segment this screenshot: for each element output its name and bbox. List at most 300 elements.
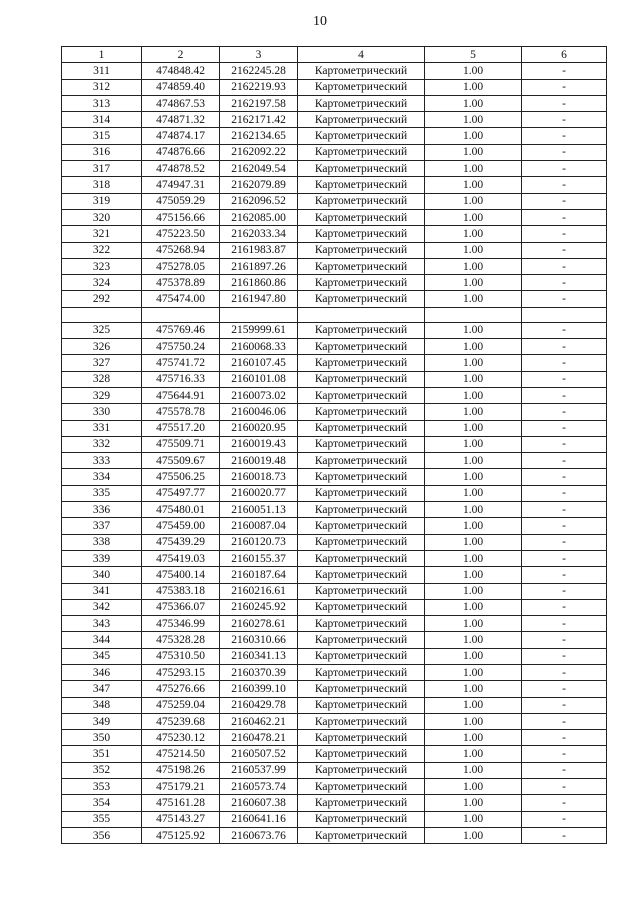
accuracy-cell: 1.00 — [425, 616, 522, 632]
table-row — [62, 518, 607, 534]
note-cell: - — [522, 95, 607, 111]
note-cell: - — [522, 387, 607, 403]
accuracy-cell: 1.00 — [425, 436, 522, 452]
x-coordinate-cell: 475239.68 — [142, 713, 220, 729]
note-cell: - — [522, 209, 607, 225]
table-row — [62, 469, 607, 485]
method-cell: Картометрический — [298, 502, 425, 518]
x-coordinate-cell: 475328.28 — [142, 632, 220, 648]
point-number-cell: 341 — [62, 583, 142, 599]
accuracy-cell: 1.00 — [425, 795, 522, 811]
accuracy-cell: 1.00 — [425, 746, 522, 762]
method-cell: Картометрический — [298, 762, 425, 778]
empty-cell — [298, 307, 425, 322]
accuracy-cell: 1.00 — [425, 453, 522, 469]
method-cell: Картометрический — [298, 664, 425, 680]
accuracy-cell: 1.00 — [425, 697, 522, 713]
coordinates-table — [61, 46, 607, 844]
table-separator — [62, 307, 607, 322]
accuracy-cell: 1.00 — [425, 193, 522, 209]
x-coordinate-cell: 474878.52 — [142, 161, 220, 177]
table-row — [62, 339, 607, 355]
y-coordinate-cell: 2160107.45 — [220, 355, 298, 371]
point-number-cell: 326 — [62, 339, 142, 355]
x-coordinate-cell: 475769.46 — [142, 322, 220, 338]
method-cell: Картометрический — [298, 567, 425, 583]
note-cell: - — [522, 226, 607, 242]
table-row — [62, 258, 607, 274]
note-cell: - — [522, 144, 607, 160]
note-cell: - — [522, 275, 607, 291]
y-coordinate-cell: 2160068.33 — [220, 339, 298, 355]
x-coordinate-cell: 475125.92 — [142, 827, 220, 843]
table-row — [62, 550, 607, 566]
y-coordinate-cell: 2160278.61 — [220, 616, 298, 632]
y-coordinate-cell: 2160429.78 — [220, 697, 298, 713]
y-coordinate-cell: 2160310.66 — [220, 632, 298, 648]
method-cell: Картометрический — [298, 518, 425, 534]
method-cell: Картометрический — [298, 697, 425, 713]
y-coordinate-cell: 2160478.21 — [220, 730, 298, 746]
method-cell: Картометрический — [298, 827, 425, 843]
y-coordinate-cell: 2162049.54 — [220, 161, 298, 177]
x-coordinate-cell: 475474.00 — [142, 291, 220, 307]
point-number-cell: 344 — [62, 632, 142, 648]
accuracy-cell: 1.00 — [425, 599, 522, 615]
method-cell: Картометрический — [298, 681, 425, 697]
table-row — [62, 779, 607, 795]
note-cell: - — [522, 730, 607, 746]
method-cell: Картометрический — [298, 420, 425, 436]
point-number-cell: 311 — [62, 63, 142, 79]
accuracy-cell: 1.00 — [425, 275, 522, 291]
point-number-cell: 327 — [62, 355, 142, 371]
x-coordinate-cell: 475517.20 — [142, 420, 220, 436]
method-cell: Картометрический — [298, 648, 425, 664]
x-coordinate-cell: 474867.53 — [142, 95, 220, 111]
point-number-cell: 349 — [62, 713, 142, 729]
x-coordinate-cell: 475346.99 — [142, 616, 220, 632]
table-body-part1 — [62, 63, 607, 307]
accuracy-cell: 1.00 — [425, 827, 522, 843]
y-coordinate-cell: 2160245.92 — [220, 599, 298, 615]
point-number-cell: 318 — [62, 177, 142, 193]
y-coordinate-cell: 2162134.65 — [220, 128, 298, 144]
accuracy-cell: 1.00 — [425, 95, 522, 111]
empty-cell — [425, 307, 522, 322]
table-row — [62, 128, 607, 144]
x-coordinate-cell: 475310.50 — [142, 648, 220, 664]
method-cell: Картометрический — [298, 616, 425, 632]
x-coordinate-cell: 475750.24 — [142, 339, 220, 355]
y-coordinate-cell: 2160370.39 — [220, 664, 298, 680]
accuracy-cell: 1.00 — [425, 730, 522, 746]
y-coordinate-cell: 2162092.22 — [220, 144, 298, 160]
accuracy-cell: 1.00 — [425, 404, 522, 420]
table-row — [62, 291, 607, 307]
accuracy-cell: 1.00 — [425, 583, 522, 599]
y-coordinate-cell: 2160019.48 — [220, 453, 298, 469]
accuracy-cell: 1.00 — [425, 144, 522, 160]
x-coordinate-cell: 475741.72 — [142, 355, 220, 371]
method-cell: Картометрический — [298, 469, 425, 485]
column-header: 4 — [298, 47, 425, 63]
x-coordinate-cell: 475259.04 — [142, 697, 220, 713]
empty-cell — [142, 307, 220, 322]
y-coordinate-cell: 2160641.16 — [220, 811, 298, 827]
accuracy-cell: 1.00 — [425, 420, 522, 436]
y-coordinate-cell: 2162096.52 — [220, 193, 298, 209]
y-coordinate-cell: 2159999.61 — [220, 322, 298, 338]
accuracy-cell: 1.00 — [425, 291, 522, 307]
method-cell: Картометрический — [298, 632, 425, 648]
x-coordinate-cell: 475276.66 — [142, 681, 220, 697]
method-cell: Картометрический — [298, 128, 425, 144]
note-cell: - — [522, 762, 607, 778]
point-number-cell: 343 — [62, 616, 142, 632]
note-cell: - — [522, 681, 607, 697]
table-row — [62, 827, 607, 843]
y-coordinate-cell: 2160507.52 — [220, 746, 298, 762]
method-cell: Картометрический — [298, 161, 425, 177]
table-row — [62, 112, 607, 128]
y-coordinate-cell: 2160020.95 — [220, 420, 298, 436]
point-number-cell: 351 — [62, 746, 142, 762]
y-coordinate-cell: 2162197.58 — [220, 95, 298, 111]
table-row — [62, 275, 607, 291]
y-coordinate-cell: 2162245.28 — [220, 63, 298, 79]
x-coordinate-cell: 475293.15 — [142, 664, 220, 680]
x-coordinate-cell: 475198.26 — [142, 762, 220, 778]
column-header: 6 — [522, 47, 607, 63]
note-cell: - — [522, 371, 607, 387]
point-number-cell: 332 — [62, 436, 142, 452]
table-row — [62, 177, 607, 193]
y-coordinate-cell: 2162033.34 — [220, 226, 298, 242]
accuracy-cell: 1.00 — [425, 339, 522, 355]
accuracy-cell: 1.00 — [425, 502, 522, 518]
y-coordinate-cell: 2160020.77 — [220, 485, 298, 501]
note-cell: - — [522, 502, 607, 518]
accuracy-cell: 1.00 — [425, 811, 522, 827]
note-cell: - — [522, 567, 607, 583]
note-cell: - — [522, 322, 607, 338]
point-number-cell: 312 — [62, 79, 142, 95]
point-number-cell: 348 — [62, 697, 142, 713]
column-header: 2 — [142, 47, 220, 63]
table-row — [62, 681, 607, 697]
table-row — [62, 811, 607, 827]
method-cell: Картометрический — [298, 322, 425, 338]
y-coordinate-cell: 2160573.74 — [220, 779, 298, 795]
y-coordinate-cell: 2160399.10 — [220, 681, 298, 697]
point-number-cell: 330 — [62, 404, 142, 420]
y-coordinate-cell: 2161947.80 — [220, 291, 298, 307]
accuracy-cell: 1.00 — [425, 485, 522, 501]
accuracy-cell: 1.00 — [425, 534, 522, 550]
point-number-cell: 334 — [62, 469, 142, 485]
y-coordinate-cell: 2162171.42 — [220, 112, 298, 128]
point-number-cell: 324 — [62, 275, 142, 291]
accuracy-cell: 1.00 — [425, 762, 522, 778]
y-coordinate-cell: 2160607.38 — [220, 795, 298, 811]
x-coordinate-cell: 475578.78 — [142, 404, 220, 420]
table-row — [62, 161, 607, 177]
y-coordinate-cell: 2160120.73 — [220, 534, 298, 550]
x-coordinate-cell: 475156.66 — [142, 209, 220, 225]
note-cell: - — [522, 63, 607, 79]
note-cell: - — [522, 697, 607, 713]
accuracy-cell: 1.00 — [425, 322, 522, 338]
accuracy-cell: 1.00 — [425, 567, 522, 583]
method-cell: Картометрический — [298, 63, 425, 79]
x-coordinate-cell: 475497.77 — [142, 485, 220, 501]
accuracy-cell: 1.00 — [425, 632, 522, 648]
x-coordinate-cell: 475509.71 — [142, 436, 220, 452]
y-coordinate-cell: 2160087.04 — [220, 518, 298, 534]
table-row — [62, 583, 607, 599]
y-coordinate-cell: 2161983.87 — [220, 242, 298, 258]
x-coordinate-cell: 475059.29 — [142, 193, 220, 209]
point-number-cell: 352 — [62, 762, 142, 778]
method-cell: Картометрический — [298, 453, 425, 469]
x-coordinate-cell: 475179.21 — [142, 779, 220, 795]
x-coordinate-cell: 475223.50 — [142, 226, 220, 242]
note-cell: - — [522, 193, 607, 209]
y-coordinate-cell: 2162219.93 — [220, 79, 298, 95]
table-row — [62, 567, 607, 583]
x-coordinate-cell: 475143.27 — [142, 811, 220, 827]
table-row — [62, 63, 607, 79]
table-row — [62, 730, 607, 746]
point-number-cell: 339 — [62, 550, 142, 566]
table-row — [62, 242, 607, 258]
point-number-cell: 333 — [62, 453, 142, 469]
y-coordinate-cell: 2160673.76 — [220, 827, 298, 843]
note-cell: - — [522, 355, 607, 371]
method-cell: Картометрический — [298, 242, 425, 258]
x-coordinate-cell: 475716.33 — [142, 371, 220, 387]
accuracy-cell: 1.00 — [425, 371, 522, 387]
table-row — [62, 420, 607, 436]
table-row — [62, 404, 607, 420]
note-cell: - — [522, 161, 607, 177]
accuracy-cell: 1.00 — [425, 550, 522, 566]
note-cell: - — [522, 811, 607, 827]
accuracy-cell: 1.00 — [425, 387, 522, 403]
method-cell: Картометрический — [298, 779, 425, 795]
point-number-cell: 331 — [62, 420, 142, 436]
point-number-cell: 335 — [62, 485, 142, 501]
accuracy-cell: 1.00 — [425, 226, 522, 242]
column-header: 3 — [220, 47, 298, 63]
point-number-cell: 328 — [62, 371, 142, 387]
table-header-row — [62, 47, 607, 63]
accuracy-cell: 1.00 — [425, 648, 522, 664]
table-row — [62, 616, 607, 632]
x-coordinate-cell: 475230.12 — [142, 730, 220, 746]
note-cell: - — [522, 616, 607, 632]
y-coordinate-cell: 2160341.13 — [220, 648, 298, 664]
table-row — [62, 144, 607, 160]
method-cell: Картометрический — [298, 291, 425, 307]
note-cell: - — [522, 664, 607, 680]
note-cell: - — [522, 632, 607, 648]
x-coordinate-cell: 474848.42 — [142, 63, 220, 79]
note-cell: - — [522, 746, 607, 762]
x-coordinate-cell: 475214.50 — [142, 746, 220, 762]
x-coordinate-cell: 475378.89 — [142, 275, 220, 291]
table-row — [62, 502, 607, 518]
accuracy-cell: 1.00 — [425, 177, 522, 193]
method-cell: Картометрический — [298, 193, 425, 209]
note-cell: - — [522, 128, 607, 144]
method-cell: Картометрический — [298, 144, 425, 160]
table-row — [62, 664, 607, 680]
empty-cell — [62, 307, 142, 322]
table-row — [62, 795, 607, 811]
method-cell: Картометрический — [298, 534, 425, 550]
point-number-cell: 321 — [62, 226, 142, 242]
method-cell: Картометрический — [298, 404, 425, 420]
accuracy-cell: 1.00 — [425, 242, 522, 258]
note-cell: - — [522, 713, 607, 729]
y-coordinate-cell: 2161860.86 — [220, 275, 298, 291]
table-row — [62, 387, 607, 403]
table-row — [62, 746, 607, 762]
x-coordinate-cell: 475459.00 — [142, 518, 220, 534]
y-coordinate-cell: 2162079.89 — [220, 177, 298, 193]
accuracy-cell: 1.00 — [425, 469, 522, 485]
point-number-cell: 336 — [62, 502, 142, 518]
point-number-cell: 325 — [62, 322, 142, 338]
x-coordinate-cell: 475480.01 — [142, 502, 220, 518]
method-cell: Картометрический — [298, 177, 425, 193]
table-row — [62, 436, 607, 452]
table-row — [62, 371, 607, 387]
column-header: 5 — [425, 47, 522, 63]
table-row — [62, 209, 607, 225]
table-row — [62, 697, 607, 713]
y-coordinate-cell: 2160101.08 — [220, 371, 298, 387]
note-cell: - — [522, 453, 607, 469]
accuracy-cell: 1.00 — [425, 713, 522, 729]
empty-separator-row — [62, 307, 607, 322]
point-number-cell: 337 — [62, 518, 142, 534]
method-cell: Картометрический — [298, 713, 425, 729]
note-cell: - — [522, 518, 607, 534]
point-number-cell: 340 — [62, 567, 142, 583]
x-coordinate-cell: 475439.29 — [142, 534, 220, 550]
method-cell: Картометрический — [298, 79, 425, 95]
point-number-cell: 329 — [62, 387, 142, 403]
table-body-part2 — [62, 322, 607, 844]
table-row — [62, 322, 607, 338]
x-coordinate-cell: 474876.66 — [142, 144, 220, 160]
y-coordinate-cell: 2160155.37 — [220, 550, 298, 566]
table-row — [62, 79, 607, 95]
table-row — [62, 648, 607, 664]
note-cell: - — [522, 485, 607, 501]
y-coordinate-cell: 2160019.43 — [220, 436, 298, 452]
x-coordinate-cell: 474871.32 — [142, 112, 220, 128]
note-cell: - — [522, 779, 607, 795]
x-coordinate-cell: 475383.18 — [142, 583, 220, 599]
point-number-cell: 355 — [62, 811, 142, 827]
empty-cell — [220, 307, 298, 322]
x-coordinate-cell: 475419.03 — [142, 550, 220, 566]
note-cell: - — [522, 827, 607, 843]
method-cell: Картометрический — [298, 275, 425, 291]
x-coordinate-cell: 475268.94 — [142, 242, 220, 258]
point-number-cell: 323 — [62, 258, 142, 274]
note-cell: - — [522, 648, 607, 664]
y-coordinate-cell: 2160051.13 — [220, 502, 298, 518]
table-row — [62, 534, 607, 550]
point-number-cell: 316 — [62, 144, 142, 160]
x-coordinate-cell: 474859.40 — [142, 79, 220, 95]
accuracy-cell: 1.00 — [425, 63, 522, 79]
table-row — [62, 713, 607, 729]
table-row — [62, 193, 607, 209]
point-number-cell: 322 — [62, 242, 142, 258]
note-cell: - — [522, 599, 607, 615]
y-coordinate-cell: 2160537.99 — [220, 762, 298, 778]
note-cell: - — [522, 177, 607, 193]
method-cell: Картометрический — [298, 355, 425, 371]
note-cell: - — [522, 291, 607, 307]
method-cell: Картометрический — [298, 371, 425, 387]
x-coordinate-cell: 475366.07 — [142, 599, 220, 615]
accuracy-cell: 1.00 — [425, 161, 522, 177]
method-cell: Картометрический — [298, 95, 425, 111]
accuracy-cell: 1.00 — [425, 209, 522, 225]
note-cell: - — [522, 583, 607, 599]
point-number-cell: 338 — [62, 534, 142, 550]
table-row — [62, 226, 607, 242]
note-cell: - — [522, 112, 607, 128]
method-cell: Картометрический — [298, 209, 425, 225]
point-number-cell: 342 — [62, 599, 142, 615]
accuracy-cell: 1.00 — [425, 664, 522, 680]
table-row — [62, 453, 607, 469]
x-coordinate-cell: 475506.25 — [142, 469, 220, 485]
accuracy-cell: 1.00 — [425, 518, 522, 534]
point-number-cell: 346 — [62, 664, 142, 680]
point-number-cell: 347 — [62, 681, 142, 697]
method-cell: Картометрический — [298, 226, 425, 242]
note-cell: - — [522, 404, 607, 420]
note-cell: - — [522, 242, 607, 258]
note-cell: - — [522, 436, 607, 452]
accuracy-cell: 1.00 — [425, 355, 522, 371]
method-cell: Картометрический — [298, 746, 425, 762]
note-cell: - — [522, 550, 607, 566]
method-cell: Картометрический — [298, 550, 425, 566]
point-number-cell: 314 — [62, 112, 142, 128]
note-cell: - — [522, 79, 607, 95]
point-number-cell: 292 — [62, 291, 142, 307]
table-row — [62, 632, 607, 648]
x-coordinate-cell: 475509.67 — [142, 453, 220, 469]
x-coordinate-cell: 474874.17 — [142, 128, 220, 144]
note-cell: - — [522, 258, 607, 274]
y-coordinate-cell: 2160462.21 — [220, 713, 298, 729]
x-coordinate-cell: 475278.05 — [142, 258, 220, 274]
point-number-cell: 317 — [62, 161, 142, 177]
point-number-cell: 356 — [62, 827, 142, 843]
x-coordinate-cell: 475161.28 — [142, 795, 220, 811]
